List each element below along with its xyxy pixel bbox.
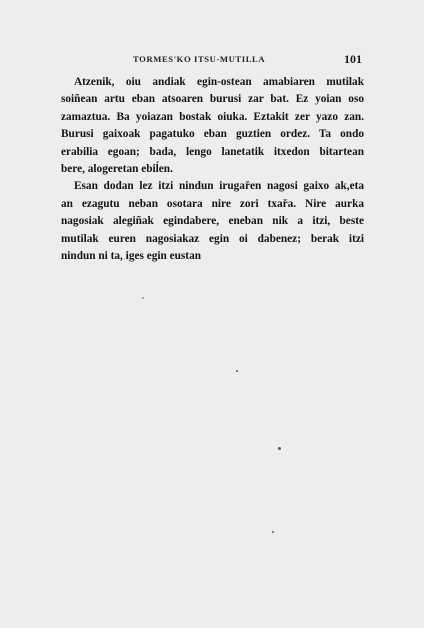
- paper-speck: [142, 297, 144, 299]
- running-header: [0, 52, 424, 68]
- text-line: bere, alogeretan ebiĺen.: [61, 162, 173, 175]
- paper-speck: [278, 447, 281, 450]
- text-line: nagosiak alegiñak egindabere, eneban nik a itzi, beste: [61, 215, 364, 228]
- text-line: Burusi gaixoak pagatuko eban guztien ordez. Ta ondo: [61, 128, 364, 141]
- text-line: an ezagutu neban osotara nire zori txařa. Nire aurka: [61, 197, 364, 210]
- text-line: soiñean artu eban atsoaren burusi zar bat. Ez yoian oso: [61, 93, 364, 106]
- paper-speck: [236, 370, 238, 372]
- page-number: 101: [344, 52, 362, 66]
- text-line: nindun ni ta, iges egin eustan: [61, 249, 201, 262]
- text-line: erabilia egoan; bada, lengo lanetatik itxedon bitartean: [61, 145, 364, 158]
- text-line: Atzenik, oiu andiak egin-ostean amabiaren mutilak: [74, 76, 364, 88]
- text-line: zamaztua. Ba yoiazan bostak oiuka. Eztakit zer yazo zan.: [61, 110, 364, 123]
- text-line: Esan dodan lez itzi nindun irugařen nagosi gaixo ak,eta: [74, 180, 364, 193]
- body-text: [61, 74, 364, 265]
- running-title: TORMES'KO ITSU-MUTILLA: [133, 54, 266, 64]
- text-line: mutilak euren nagosiakaz egin oi dabenez; berak itzi: [61, 232, 364, 245]
- paper-speck: [272, 531, 274, 533]
